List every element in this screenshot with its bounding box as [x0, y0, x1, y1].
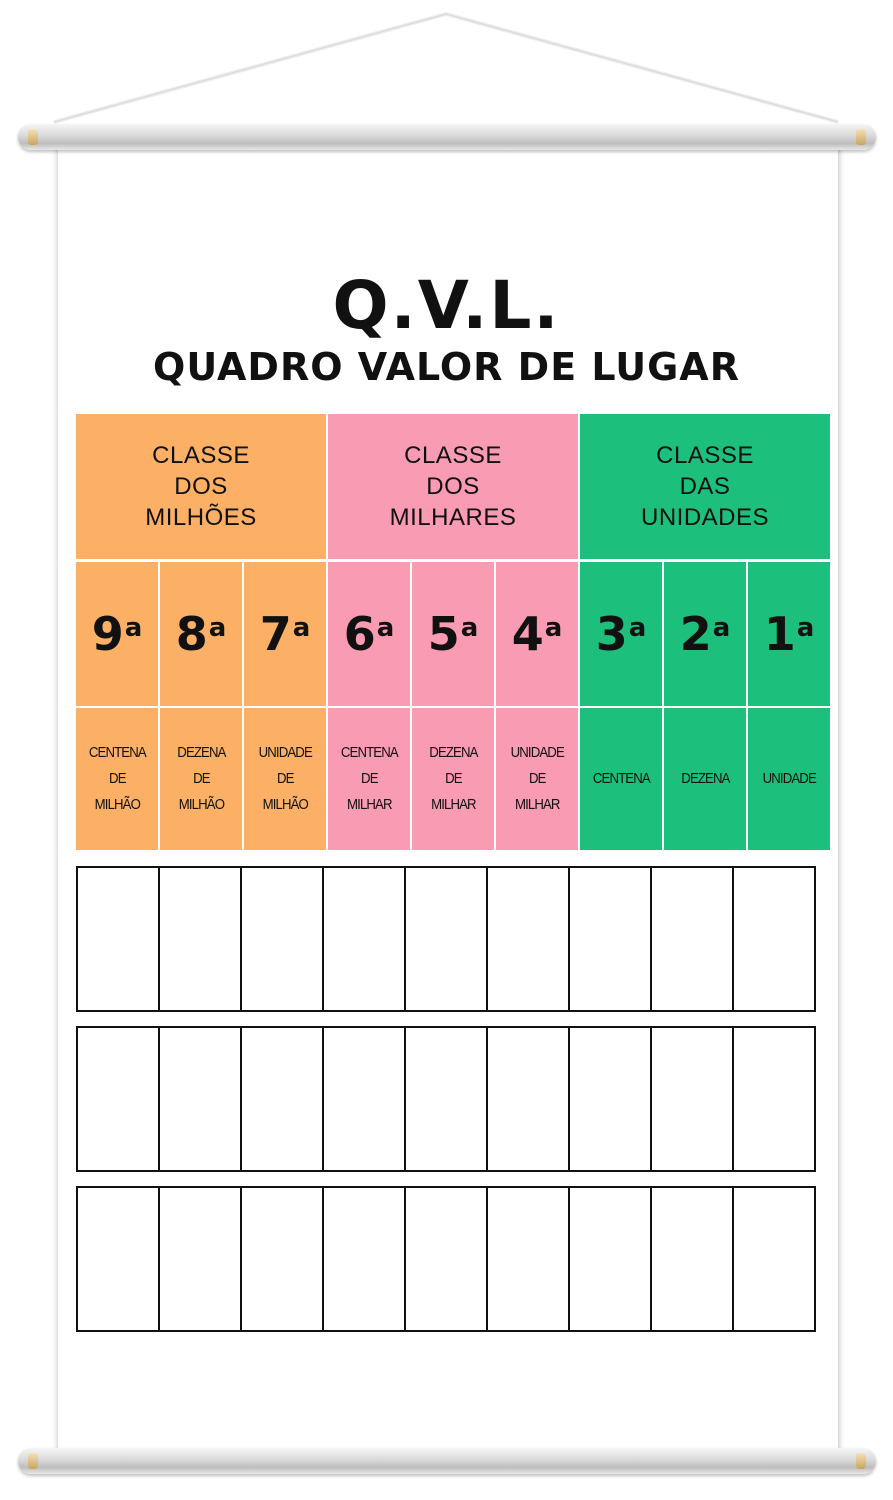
blank-grid-box [486, 1186, 570, 1332]
place-name-label: CENTENA DE MILHÃO [88, 744, 146, 813]
blank-grid-box [158, 1186, 242, 1332]
place-name-label: CENTENA DE MILHAR [340, 744, 398, 813]
place-name-cell [580, 708, 662, 850]
order-number: 7 [259, 607, 292, 661]
order-cell-6 [328, 562, 410, 706]
top-rod [18, 124, 876, 150]
place-name-cell [328, 708, 410, 850]
class-header-0: CLASSE DOS MILHÕES [76, 414, 326, 559]
order-number: 4 [511, 607, 544, 661]
rod-cap-right [856, 1453, 866, 1469]
order-number: 5 [427, 607, 460, 661]
blank-grid-box [486, 866, 570, 1012]
order-cell-4 [496, 562, 578, 706]
blank-grid-box [240, 866, 324, 1012]
ordinal-suffix: a [208, 613, 227, 643]
blank-grid-box [568, 1026, 652, 1172]
order-number: 3 [595, 607, 628, 661]
order-cell-2 [664, 562, 746, 706]
place-name-label: UNIDADE [762, 770, 816, 787]
rod-cap-left [28, 129, 38, 145]
order-number: 8 [175, 607, 208, 661]
place-name-cell [76, 708, 158, 850]
blank-grid-row [76, 866, 816, 1012]
order-cell-3 [580, 562, 662, 706]
class-header-2: CLASSE DAS UNIDADES [580, 414, 830, 559]
blank-grid-box [650, 866, 734, 1012]
place-name-label: UNIDADE DE MILHAR [510, 744, 564, 813]
order-number: 6 [343, 607, 376, 661]
place-name-label: DEZENA DE MILHAR [428, 744, 478, 813]
blank-grid-box [486, 1026, 570, 1172]
place-name-cell [748, 708, 830, 850]
ordinal-suffix: a [796, 613, 815, 643]
ordinal-suffix: a [460, 613, 479, 643]
blank-grid-box [76, 1026, 160, 1172]
poster-subtitle: QUADRO VALOR DE LUGAR [153, 345, 740, 389]
blank-grid-box [732, 1186, 816, 1332]
place-name-cell [664, 708, 746, 850]
blank-grid-row [76, 1026, 816, 1172]
blank-grid-row [76, 1186, 816, 1332]
hanging-cord [0, 0, 893, 130]
blank-grid-box [732, 1026, 816, 1172]
bottom-rod [18, 1448, 876, 1474]
ordinal-suffix: a [292, 613, 311, 643]
order-cell-5 [412, 562, 494, 706]
blank-grid-box [568, 866, 652, 1012]
blank-grid-box [322, 1186, 406, 1332]
place-name-cell [496, 708, 578, 850]
ordinal-suffix: a [628, 613, 647, 643]
blank-grid-box [322, 1026, 406, 1172]
blank-grid-box [404, 1026, 488, 1172]
ordinal-suffix: a [544, 613, 563, 643]
place-name-label: CENTENA [592, 770, 650, 787]
place-name-label: UNIDADE DE MILHÃO [258, 744, 312, 813]
ordinal-suffix: a [376, 613, 395, 643]
order-number: 1 [763, 607, 796, 661]
ordinal-suffix: a [712, 613, 731, 643]
order-number: 9 [91, 607, 124, 661]
blank-grid-box [76, 1186, 160, 1332]
order-cell-9 [76, 562, 158, 706]
place-name-cell [160, 708, 242, 850]
poster-title: Q.V.L. [332, 267, 561, 344]
blank-grid-box [158, 866, 242, 1012]
place-name-cell [412, 708, 494, 850]
order-cell-7 [244, 562, 326, 706]
blank-grid-box [240, 1026, 324, 1172]
order-number: 2 [679, 607, 712, 661]
place-name-label: DEZENA DE MILHÃO [176, 744, 226, 813]
place-name-label: DEZENA [680, 770, 730, 787]
place-name-cell [244, 708, 326, 850]
rod-cap-right [856, 129, 866, 145]
ordinal-suffix: a [124, 613, 143, 643]
order-cell-8 [160, 562, 242, 706]
blank-grid-box [158, 1026, 242, 1172]
class-header-1: CLASSE DOS MILHARES [328, 414, 578, 559]
rod-cap-left [28, 1453, 38, 1469]
blank-grid-box [240, 1186, 324, 1332]
order-cell-1 [748, 562, 830, 706]
blank-grid-box [650, 1186, 734, 1332]
blank-grid-box [568, 1186, 652, 1332]
blank-grid-box [404, 1186, 488, 1332]
blank-grid-box [322, 866, 406, 1012]
blank-grid-box [76, 866, 160, 1012]
blank-grid-box [732, 866, 816, 1012]
blank-grid-box [404, 866, 488, 1012]
blank-grid-box [650, 1026, 734, 1172]
